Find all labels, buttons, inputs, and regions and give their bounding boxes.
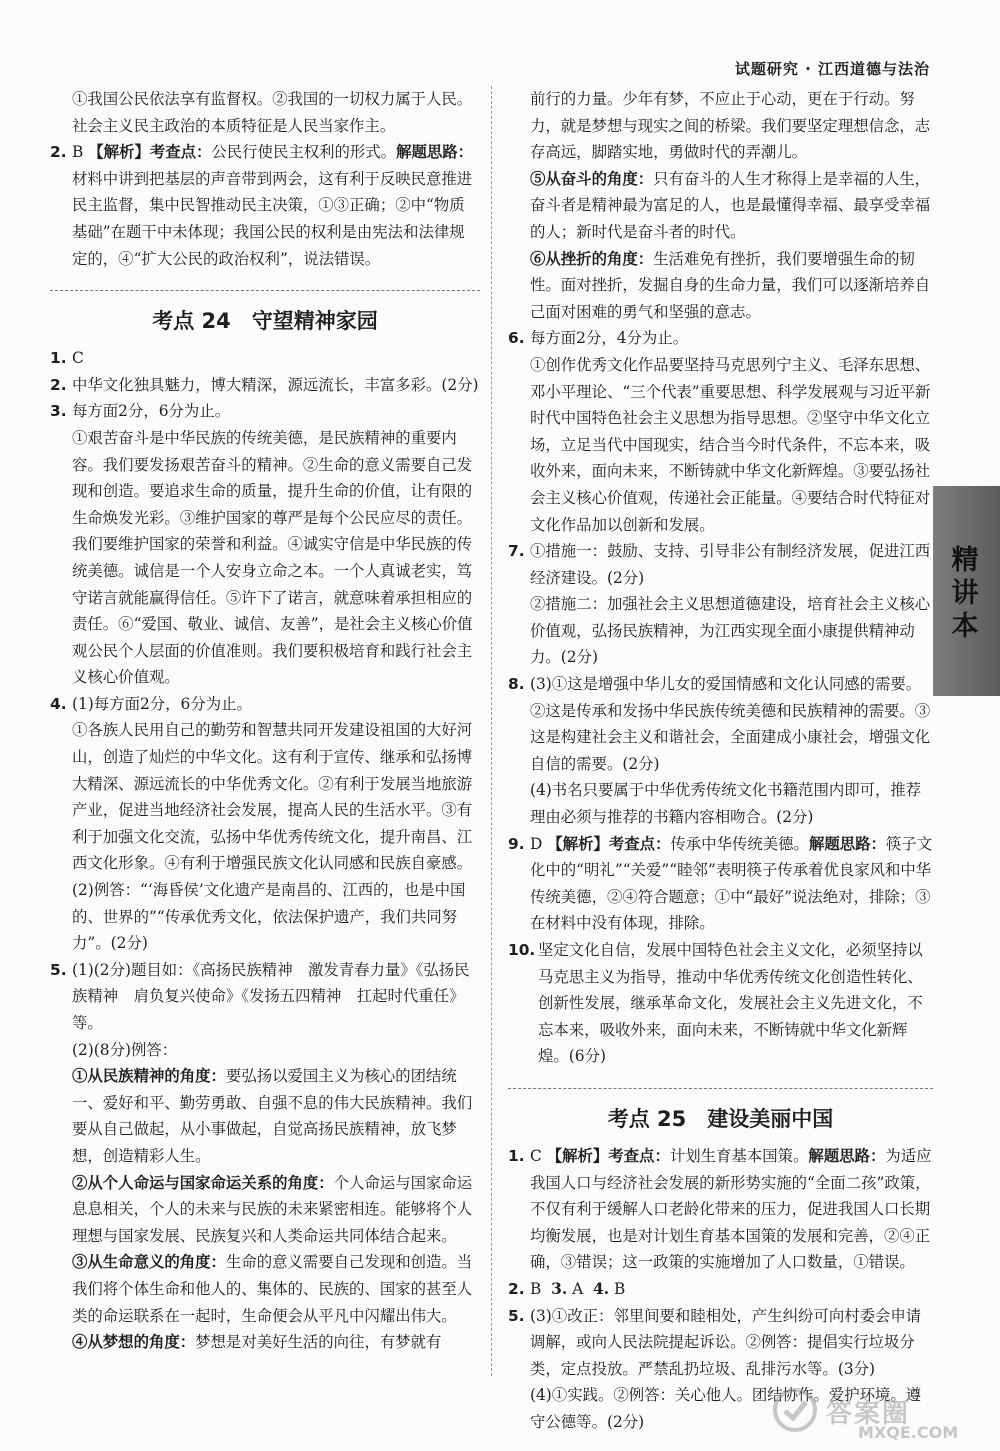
- answer-item-6: [508, 325, 933, 538]
- angle-text: 个人命运与国家命运息息相关，个人的未来与民族的未来紧密相连。能够将个人理想与国家发展、民族复兴和人类命运共同体结合起来。: [72, 1173, 473, 1245]
- keypoint-label: 考查点：: [149, 143, 212, 162]
- item-number: 10.: [508, 941, 536, 959]
- solution-label: 解题思路：: [396, 143, 474, 162]
- angle-label: ④从梦想的角度：: [72, 1333, 196, 1352]
- answer-letter: B: [530, 1279, 542, 1298]
- answer-text: ①我国公民依法享有监督权。②我国的一切权力属于人民。社会主义民主政治的本质特征是人民当家作主。: [72, 90, 473, 135]
- item-number: 7.: [508, 542, 525, 561]
- answer-text: (3)①这是增强中华儿女的爱国情感和文化认同感的需要。②这是传承和发扬中华民族传统美德和民族精神的需要。③这是构建社会主义和谐社会，全面建成小康社会，增强文化自信的需要。(2分): [530, 675, 931, 773]
- answer-item-2: [50, 372, 480, 399]
- angle-label: ⑤从奋斗的角度：: [530, 169, 654, 188]
- answer-item-7: [508, 538, 933, 671]
- item-number: 2.: [508, 1279, 525, 1298]
- watermark-logo: [770, 1385, 990, 1445]
- section-title: 考点 24 守望精神家园: [152, 309, 378, 334]
- keypoint-text: 公民行使民主权利的形式。: [211, 143, 397, 162]
- answer-item-1: [508, 1143, 933, 1276]
- solution-text: 筷子文化中的“明礼”“关爱”“睦邻”表明筷子传承着优良家风和中华传统美德，②④符合题意；①中“最好”说法绝对，排除；③在材料中没有体现，排除。: [530, 834, 933, 933]
- section-separator: [50, 290, 480, 291]
- keypoint-label: 考查点：: [608, 1146, 670, 1165]
- left-column: [50, 86, 480, 1366]
- answer-item-1: [50, 345, 480, 372]
- angle-text: 生命的意义需要自己发现和创造。当我们将个体生命和他人的、集体的、民族的、国家的甚至人类的命运联系在一起时，生命便会从平凡中闪耀出伟大。: [72, 1253, 473, 1325]
- item-number: 4.: [50, 694, 67, 713]
- answer-item-4: [50, 691, 480, 957]
- keypoint-text: 计划生育基本国策。: [669, 1146, 809, 1165]
- answer-letter: A: [572, 1279, 584, 1298]
- angle-text: 只有奋斗的人生才称得上是幸福的人生，奋斗者是精神最为富足的人，也是最懂得幸福、最享受幸福的人；新时代是奋斗者的时代。: [530, 169, 931, 241]
- answer-text: (2)例答：“‘海昏侯’文化遗产是南昌的、江西的，也是中国的、世界的”“传承优秀文化，依法保护遗产，我们共同努力”。(2分): [72, 881, 466, 953]
- solution-text: 材料中讲到把基层的声音带到两会，这有利于反映民意推进民主监督，集中民智推动民主决策，①③正确；②中“物质基础”在题干中未体现；我国公民的权利是由宪法和法律规定的，④“扩大公民的政治权利”，说法错误。: [72, 169, 473, 268]
- scoring-note: 每方面2分，6分为止。: [72, 402, 231, 421]
- answer-letter: C: [530, 1146, 542, 1165]
- answer-text: (4)书名只要属于中华优秀传统文化书籍范围内即可，推荐理由必须与推荐的书籍内容相吻合。(2分): [530, 781, 922, 827]
- running-header: 试题研究 · 江西道德与法治: [734, 60, 930, 78]
- answer-items-2-4: [508, 1276, 933, 1303]
- answer-text: [530, 1143, 933, 1276]
- item-number: 3.: [50, 402, 67, 421]
- section-separator: [508, 1088, 933, 1089]
- answer-item-9: [508, 831, 933, 937]
- answer-letter: B: [72, 143, 84, 162]
- answer-item-10: [508, 937, 933, 1070]
- answer-item-8: [508, 671, 933, 831]
- answer-item-5: [50, 957, 480, 1356]
- answer-text: [530, 166, 933, 246]
- solution-text: 为适应我国人口与经济社会发展的新形势实施的“全面二孩”政策，不仅有利于缓解人口老龄化带来的压力，促进我国人口长期均衡发展，也是对计划生育基本国策的发展和完善，②④正确，③错误；这一政策的实施增加了人口数量，①错误。: [530, 1146, 932, 1272]
- answer-continuation: [50, 86, 480, 139]
- answer-item-2: [50, 139, 480, 272]
- answer-text: ①各族人民用自己的勤劳和智慧共同开发建设祖国的大好河山，创造了灿烂的中华文化。这有利于宣传、继承和弘扬博大精深、源远流长的中华优秀文化。②有利于发展当地旅游产业，促进当地经济社会发展，提高人民的生活水平。③有利于加强文化交流，弘扬中华优秀传统文化，提升南昌、江西文化形象。④有利于增强民族文化认同感和民族自豪感。: [72, 721, 473, 873]
- answer-text: (3)①改正：邻里间要和睦相处，产生纠纷可向村委会申请调解，或向人民法院提起诉讼。②例答：提倡实行垃圾分类，定点投放。严禁乱扔垃圾、乱排污水等。(3分): [530, 1306, 922, 1378]
- answer-text: ①创作优秀文化作品要坚持马克思列宁主义、毛泽东思想、邓小平理论、“三个代表”重要思想、科学发展观与习近平新时代中国特色社会主义思想为指导思想。②坚守中华文化立场，立足当代中国现实，结合当今时代条件，不忘本来，吸收外来，面向未来，不断铸就中华文化新辉煌。③要弘扬社会主义核心价值观，传递社会正能量。④要结合时代特征对文化作品加以创新和发展。: [530, 355, 931, 534]
- answer-text: [72, 1170, 480, 1250]
- answer-text: (1)(2分)题目如：《高扬民族精神 激发青春力量》《弘扬民族精神 肩负复兴使命》《发扬五四精神 扛起时代重任》等。: [72, 960, 470, 1032]
- angle-text: 要弘扬以爱国主义为核心的团结统一、爱好和平、勤劳勇敢、自强不息的伟大民族精神。我们要从自己做起，从小事做起，自觉高扬民族精神，放飞梦想，创造精彩人生。: [72, 1067, 473, 1165]
- item-number: 2.: [50, 375, 67, 394]
- angle-text: 生活难免有挫折，我们要增强生命的韧性。面对挫折，发掘自身的生命力量，我们可以逐渐培养自己面对困难的勇气和坚强的意志。: [530, 249, 931, 321]
- item-number: 5.: [50, 960, 67, 979]
- watermark-url: MXQE.COM: [858, 1423, 959, 1442]
- solution-label: 解题思路：: [808, 1146, 886, 1165]
- answer-continuation: [508, 86, 933, 325]
- answer-text: (4)①实践。②例答：关心他人。团结协作。爱护环境。遵守公德等。(2分): [530, 1386, 922, 1431]
- item-number: 6.: [508, 329, 525, 348]
- answer-text: [530, 246, 933, 326]
- analysis-tag: 【解析】: [546, 1146, 609, 1165]
- side-tab-label: 精讲本: [951, 545, 979, 642]
- side-tab: [933, 486, 1000, 696]
- answer-text: (2)(8分)例答：: [72, 1040, 178, 1059]
- angle-text: 梦想是对美好生活的向往，有梦就有: [195, 1333, 442, 1352]
- keypoint-label: 考查点：: [608, 834, 671, 853]
- item-number: 1.: [508, 1146, 525, 1165]
- item-number: 3.: [551, 1279, 568, 1298]
- answer-item-3: [50, 398, 480, 691]
- angle-label: ③从生命意义的角度：: [72, 1253, 226, 1272]
- answer-text: ①措施一：鼓励、支持、引导非公有制经济发展，促进江西经济建设。(2分): [530, 542, 931, 587]
- column-divider: [491, 86, 492, 1376]
- angle-label: ⑥从挫折的角度：: [530, 249, 654, 268]
- solution-label: 解题思路：: [808, 834, 886, 853]
- keypoint-text: 传承中华传统美德。: [670, 834, 809, 853]
- watermark-text: 答案圈: [826, 1399, 911, 1429]
- scoring-note: 每方面2分，4分为止。: [530, 329, 689, 348]
- item-number: 1.: [50, 349, 67, 368]
- item-number: 5.: [508, 1306, 525, 1325]
- item-number: 9.: [508, 834, 525, 853]
- answer-text: ②措施二：加强社会主义思想道德建设，培育社会主义核心价值观，弘扬民族精神，为江西实现全面小康提供精神动力。(2分): [530, 595, 931, 667]
- answer-text: ①艰苦奋斗是中华民族的传统美德，是民族精神的重要内容。我们要发扬艰苦奋斗的精神。②生命的意义需要自己发现和创造。要追求生命的质量，提升生命的价值，让有限的生命焕发光彩。③维护国家的尊严是每个公民应尽的责任。我们要维护国家的荣誉和利益。④诚实守信是中华民族的传统美德。诚信是一个人安身立命之本。一个人真诚老实，笃守诺言就能赢得信任。⑤许下了诺言，就意味着承担相应的责任。⑥“爱国、敬业、诚信、友善”，是社会主义核心价值观公民个人层面的价值准则。我们要积极培育和践行社会主义核心价值观。: [72, 428, 473, 687]
- angle-label: ②从个人命运与国家命运关系的角度：: [72, 1173, 334, 1192]
- answer-text: [72, 1063, 480, 1169]
- watermark-emblem-icon: [770, 1385, 820, 1435]
- answer-text: 中华文化独具魅力，博大精深，源远流长，丰富多彩。(2分): [72, 375, 479, 394]
- angle-label: ①从民族精神的角度：: [72, 1067, 226, 1086]
- item-number: 2.: [50, 143, 67, 162]
- answer-letter: D: [530, 834, 543, 853]
- answer-text: [530, 831, 933, 937]
- answer-text: 坚定文化自信，发展中国特色社会主义文化，必须坚持以马克思主义为指导，推动中华优秀传统文化创造性转化、创新性发展，继承革命文化，发展社会主义先进文化，不忘本来，吸收外来，面向未来，不断铸就中华文化新辉煌。(6分): [538, 941, 923, 1066]
- answer-text: 前行的力量。少年有梦，不应止于心动，更在于行动。努力，就是梦想与现实之间的桥梁。我们要坚定理想信念，志存高远，脚踏实地，勇做时代的弄潮儿。: [530, 90, 931, 162]
- answer-text: [72, 1249, 480, 1329]
- item-number: 8.: [508, 675, 525, 694]
- scoring-note: (1)每方面2分，6分为止。: [72, 694, 252, 713]
- item-number: 4.: [593, 1279, 610, 1298]
- answer-text: C: [72, 349, 84, 368]
- answer-text: [530, 1276, 933, 1303]
- answer-text: [72, 1329, 480, 1356]
- section-title: 考点 25 建设美丽中国: [607, 1106, 834, 1131]
- answer-text: [72, 139, 480, 272]
- analysis-tag: 【解析】: [547, 834, 609, 853]
- answer-letter: B: [614, 1279, 626, 1298]
- analysis-tag: 【解析】: [88, 143, 150, 162]
